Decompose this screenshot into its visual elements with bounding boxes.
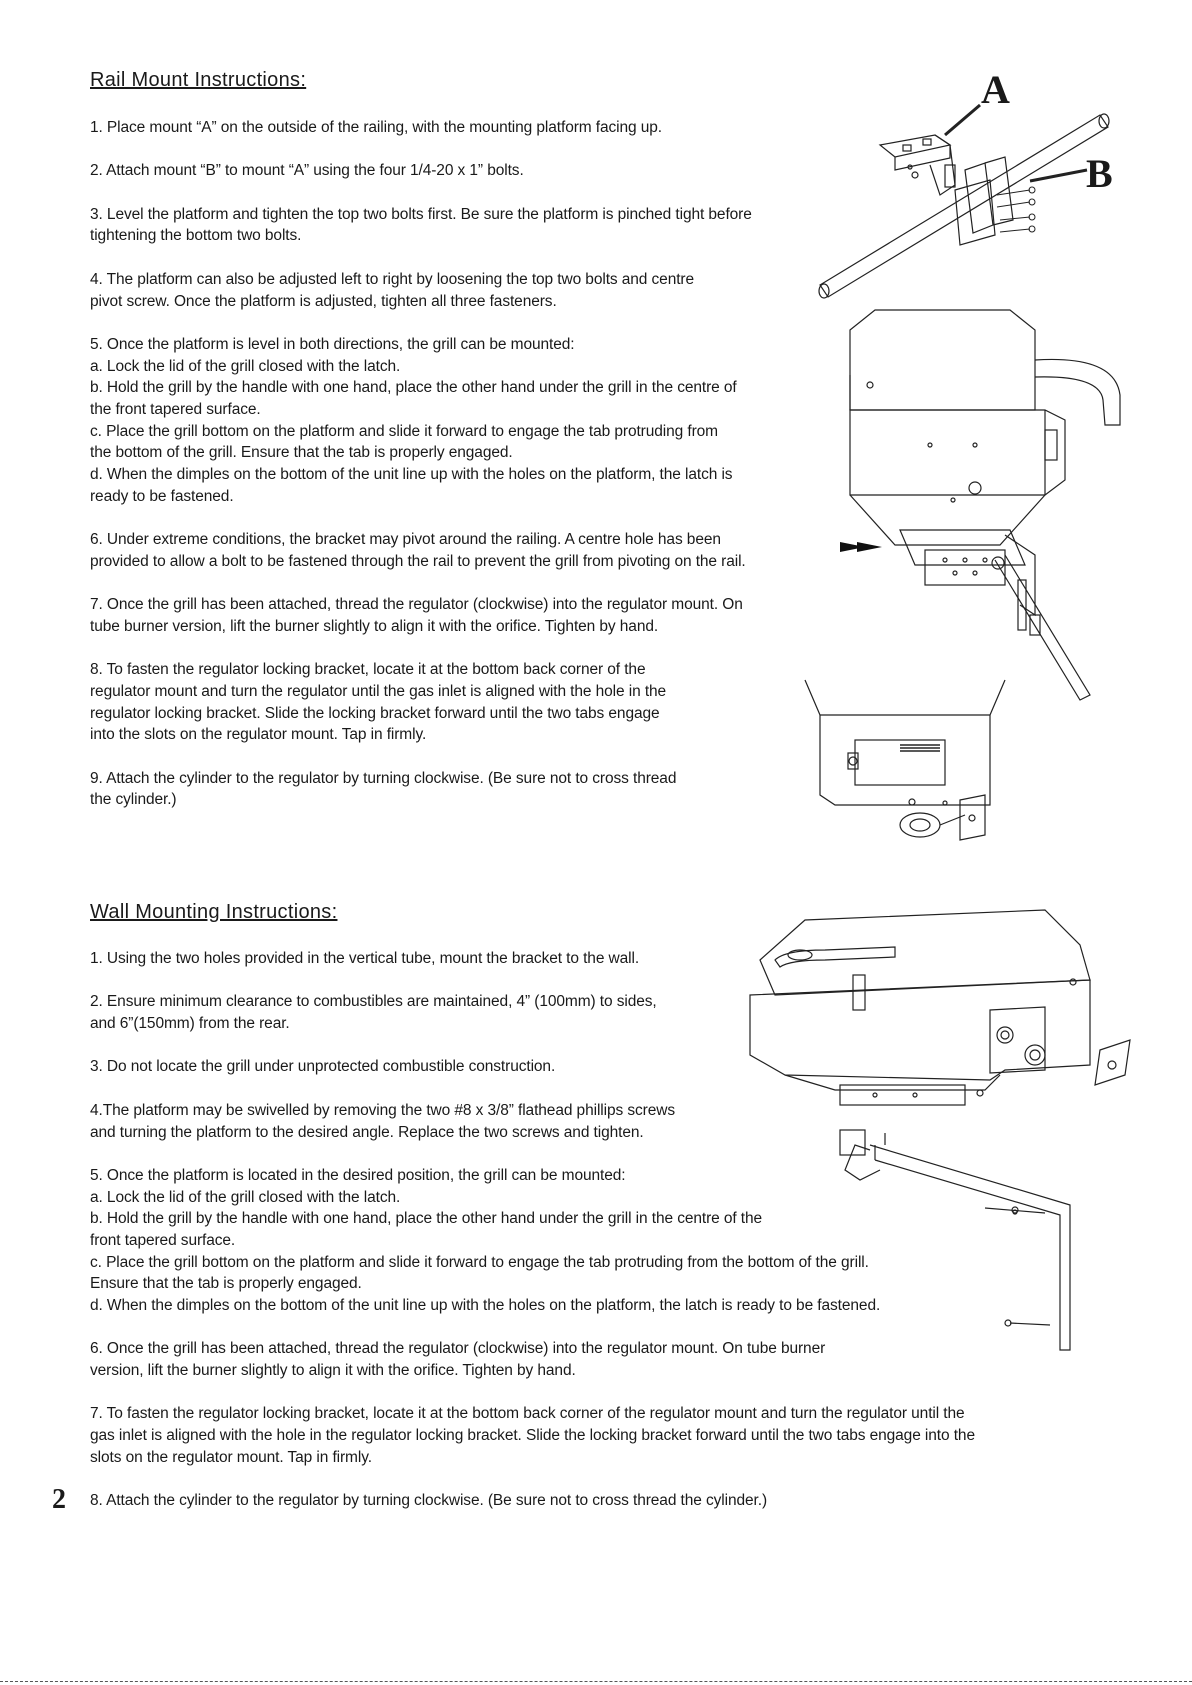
rail-mount-instructions (90, 117, 752, 811)
instruction-line (90, 507, 752, 529)
wall-mount-grill-illustration (745, 905, 1135, 1355)
instruction-line: into the slots on the regulator mount. Tap in firmly. (90, 726, 427, 744)
instruction-line: gas inlet is aligned with the hole in the regulator locking bracket. Slide the locking bracket forward until the two tabs engage into the (90, 1427, 975, 1445)
instruction-line: tightening the bottom two bolts. (90, 227, 302, 245)
instruction-line: c. Place the grill bottom on the platform and slide it forward to engage the tab protruding from the bottom of the grill. (90, 1253, 869, 1271)
instruction-line: 7. Once the grill has been attached, thread the regulator (clockwise) into the regulator mount. On (90, 596, 743, 614)
instruction-line (90, 746, 752, 768)
instruction-line: slots on the regulator mount. Tap in firmly. (90, 1448, 372, 1466)
instruction-line: and 6”(150mm) from the rear. (90, 1015, 290, 1033)
page-bottom-edge (0, 1681, 1192, 1682)
instruction-line: the bottom of the grill. Ensure that the tab is properly engaged. (90, 444, 513, 462)
instruction-line: b. Hold the grill by the handle with one hand, place the other hand under the grill in the centre of the (90, 1210, 763, 1228)
instruction-line: a. Lock the lid of the grill closed with the latch. (90, 357, 401, 375)
instruction-line (90, 312, 752, 334)
instruction-line: 7. To fasten the regulator locking bracket, locate it at the bottom back corner of the regulator mount and turn the regulator until the (90, 1405, 965, 1423)
instruction-line: 4.The platform may be swivelled by removing the two #8 x 3/8” flathead phillips screws (90, 1101, 675, 1119)
instruction-line (90, 247, 752, 269)
instruction-line: 6. Once the grill has been attached, thread the regulator (clockwise) into the regulator mount. On tube burner (90, 1340, 826, 1358)
instruction-line (90, 572, 752, 594)
instruction-line: 5. Once the platform is level in both directions, the grill can be mounted: (90, 335, 575, 353)
instruction-line: 9. Attach the cylinder to the regulator by turning clockwise. (Be sure not to cross thread (90, 769, 677, 787)
instruction-line: 3. Do not locate the grill under unprotected combustible construction. (90, 1058, 556, 1076)
instruction-line: b. Hold the grill by the handle with one hand, place the other hand under the grill in the centre of (90, 379, 737, 397)
instruction-line: tube burner version, lift the burner slightly to align it with the orifice. Tighten by hand. (90, 617, 659, 635)
grill-on-rail-illustration (835, 305, 1140, 710)
instruction-line: ready to be fastened. (90, 487, 234, 505)
instruction-line (90, 1382, 975, 1404)
instruction-line: 1. Using the two holes provided in the vertical tube, mount the bracket to the wall. (90, 950, 640, 967)
wall-mount-heading: Wall Mounting Instructions: (90, 901, 338, 923)
regulator-detail-illustration (800, 675, 1025, 855)
instruction-line: regulator mount and turn the regulator until the gas inlet is aligned with the hole in the (90, 682, 667, 700)
instruction-line (90, 638, 752, 660)
instruction-line: 8. Attach the cylinder to the regulator by turning clockwise. (Be sure not to cross thread the cylinder.) (90, 1492, 768, 1510)
instruction-line: and turning the platform to the desired angle. Replace the two screws and tighten. (90, 1123, 644, 1141)
instruction-line: regulator locking bracket. Slide the locking bracket forward until the two tabs engage (90, 704, 660, 722)
instruction-line: 4. The platform can also be adjusted left to right by loosening the top two bolts and centre (90, 270, 695, 288)
instruction-line (90, 182, 752, 204)
instruction-line: 1. Place mount “A” on the outside of the railing, with the mounting platform facing up. (90, 119, 663, 136)
instruction-line: provided to allow a bolt to be fastened through the rail to prevent the grill from pivoting on the rail. (90, 552, 746, 570)
instruction-line (90, 139, 752, 161)
rail-mount-heading: Rail Mount Instructions: (90, 69, 307, 91)
instruction-line: the cylinder.) (90, 791, 177, 809)
callout-label-a: A (981, 67, 1010, 112)
callout-label-b: B (1086, 151, 1113, 196)
instruction-line: pivot screw. Once the platform is adjusted, tighten all three fasteners. (90, 292, 557, 310)
instruction-line: 3. Level the platform and tighten the top two bolts first. Be sure the platform is pinched tight before (90, 205, 752, 223)
instruction-line: 2. Attach mount “B” to mount “A” using the four 1/4-20 x 1” bolts. (90, 162, 524, 180)
instruction-line: 2. Ensure minimum clearance to combustibles are maintained, 4” (100mm) to sides, (90, 993, 657, 1011)
instruction-line: version, lift the burner slightly to align it with the orifice. Tighten by hand. (90, 1362, 576, 1380)
instruction-line: 6. Under extreme conditions, the bracket may pivot around the railing. A centre hole has been (90, 531, 721, 549)
instruction-line: Ensure that the tab is properly engaged. (90, 1275, 362, 1293)
instruction-line: front tapered surface. (90, 1231, 236, 1249)
instruction-line: d. When the dimples on the bottom of the unit line up with the holes on the platform, the latch is ready to be fastened. (90, 1297, 881, 1314)
instruction-line: c. Place the grill bottom on the platform and slide it forward to engage the tab protruding from (90, 422, 718, 440)
instruction-line: 5. Once the platform is located in the desired position, the grill can be mounted: (90, 1166, 626, 1184)
instruction-line: d. When the dimples on the bottom of the unit line up with the holes on the platform, the latch is (90, 466, 733, 483)
page-number: 2 (52, 1484, 66, 1515)
rail-mount-bracket-illustration (815, 95, 1115, 305)
instruction-line (90, 1469, 975, 1491)
instruction-line: the front tapered surface. (90, 400, 261, 418)
instruction-line: 8. To fasten the regulator locking bracket, locate it at the bottom back corner of the (90, 661, 646, 679)
instruction-line: a. Lock the lid of the grill closed with the latch. (90, 1188, 401, 1206)
